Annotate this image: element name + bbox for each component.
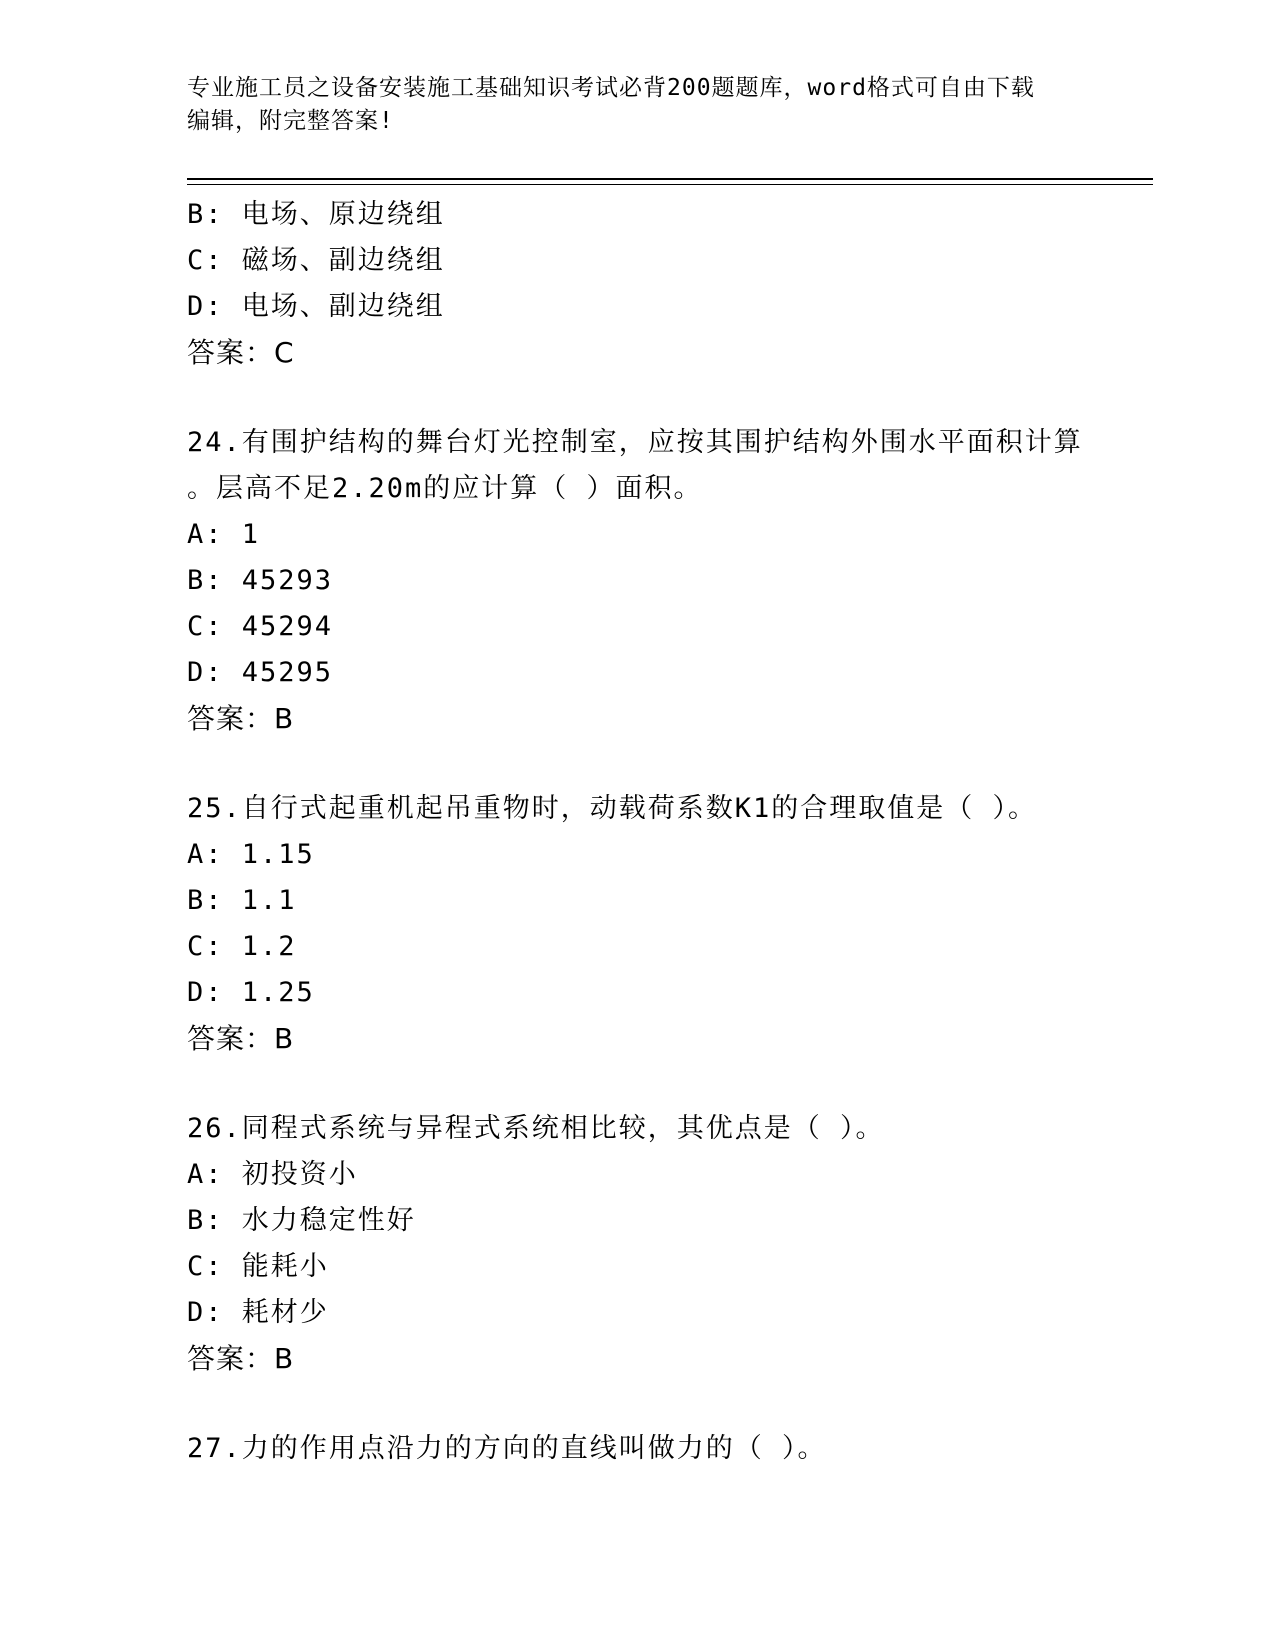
option-line: C: 1.2 (187, 931, 297, 962)
option-line: A: 1 (187, 519, 261, 550)
option-line: A: 初投资小 (187, 1159, 358, 1190)
question-23-remainder (187, 192, 1147, 376)
question-26 (187, 1106, 1147, 1382)
option-line: A: 1.15 (187, 839, 315, 870)
answer-line: 答案：C (187, 336, 295, 369)
option-line: C: 磁场、副边绕组 (187, 245, 445, 276)
spacer (187, 1062, 1147, 1106)
question-27 (187, 1426, 1147, 1472)
header-rule-thick (187, 178, 1153, 180)
answer-line: 答案：B (187, 1022, 295, 1055)
header-rule-thin (187, 184, 1153, 185)
option-line: D: 电场、副边绕组 (187, 291, 445, 322)
question-text: 25.自行式起重机起吊重物时，动载荷系数K1的合理取值是（ ）。 (187, 793, 1038, 824)
spacer (187, 1382, 1147, 1426)
question-text: 。层高不足2.20m的应计算（ ）面积。 (187, 473, 703, 504)
option-line: B: 水力稳定性好 (187, 1205, 416, 1236)
option-line: B: 电场、原边绕组 (187, 199, 445, 230)
option-line: D: 45295 (187, 657, 334, 688)
document-body (187, 192, 1147, 1472)
document-header (187, 72, 1067, 138)
question-text: 27.力的作用点沿力的方向的直线叫做力的（ ）。 (187, 1433, 827, 1464)
answer-line: 答案：B (187, 702, 295, 735)
option-line: D: 1.25 (187, 977, 315, 1008)
option-line: D: 耗材少 (187, 1297, 329, 1328)
question-24 (187, 420, 1147, 742)
header-line-2: 编辑，附完整答案! (187, 108, 394, 134)
option-line: B: 45293 (187, 565, 334, 596)
header-line-1: 专业施工员之设备安装施工基础知识考试必背200题题库，word格式可自由下载 (187, 75, 1035, 101)
option-line: C: 能耗小 (187, 1251, 329, 1282)
spacer (187, 376, 1147, 420)
option-line: B: 1.1 (187, 885, 297, 916)
spacer (187, 742, 1147, 786)
answer-line: 答案：B (187, 1342, 295, 1375)
question-text: 24.有围护结构的舞台灯光控制室，应按其围护结构外围水平面积计算 (187, 427, 1083, 458)
option-line: C: 45294 (187, 611, 334, 642)
question-25 (187, 786, 1147, 1062)
question-text: 26.同程式系统与异程式系统相比较，其优点是（ ）。 (187, 1113, 885, 1144)
